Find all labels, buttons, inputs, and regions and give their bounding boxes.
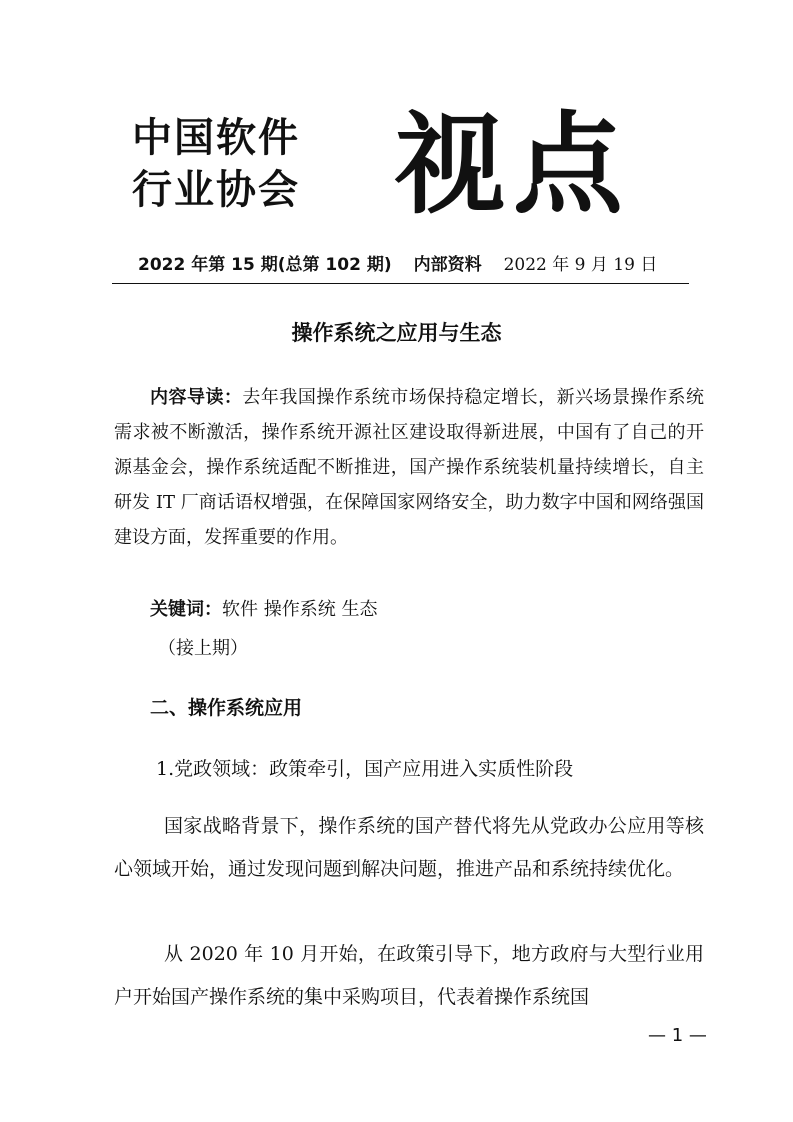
abstract-text: 去年我国操作系统市场保持稳定增长，新兴场景操作系统需求被不断激活，操作系统开源社区建设取得新进展，中国有了自己的开源基金会，操作系统适配不断推进，国产操作系统装机量持续增长，自主研发 IT 厂商话语权增强，在保障国家网络安全，助力数字中国和网络强国建设方面，发挥重要的作用。 [114, 387, 705, 548]
continued-note: （接上期） [158, 638, 248, 659]
issue-line [138, 253, 657, 277]
body-paragraph: 国家战略背景下，操作系统的国产替代将先从党政办公应用等核心领域开始，通过发现问题到解决问题，推进产品和系统持续优化。 [114, 815, 704, 880]
issue-number: 2022 年第 15 期(总第 102 期) [138, 255, 392, 275]
issue-date: 2022 年 9 月 19 日 [503, 255, 658, 275]
page-number: — 1 — [648, 1025, 707, 1046]
abstract-label: 内容导读： [150, 387, 243, 408]
masthead-org-line-2: 行业协会 [132, 167, 300, 213]
header-divider [112, 283, 689, 284]
abstract [114, 380, 704, 555]
keywords-text: 软件 操作系统 生态 [222, 599, 378, 620]
body-paragraph: 从 2020 年 10 月开始，在政策引导下，地方政府与大型行业用户开始国产操作系统的集中采购项目，代表着操作系统国 [114, 943, 704, 1008]
masthead-org-line-1: 中国软件 [132, 115, 300, 161]
keywords [150, 597, 377, 623]
keywords-label: 关键词： [150, 599, 222, 620]
subheading: 1.党政领域：政策牵引，国产应用进入实质性阶段 [156, 758, 574, 780]
masthead-organization [132, 112, 322, 216]
classification-label: 内部资料 [413, 255, 482, 275]
masthead-title: 视点 [395, 100, 631, 229]
section-heading: 二、操作系统应用 [150, 697, 303, 719]
article-title: 操作系统之应用与生态 [291, 320, 502, 345]
